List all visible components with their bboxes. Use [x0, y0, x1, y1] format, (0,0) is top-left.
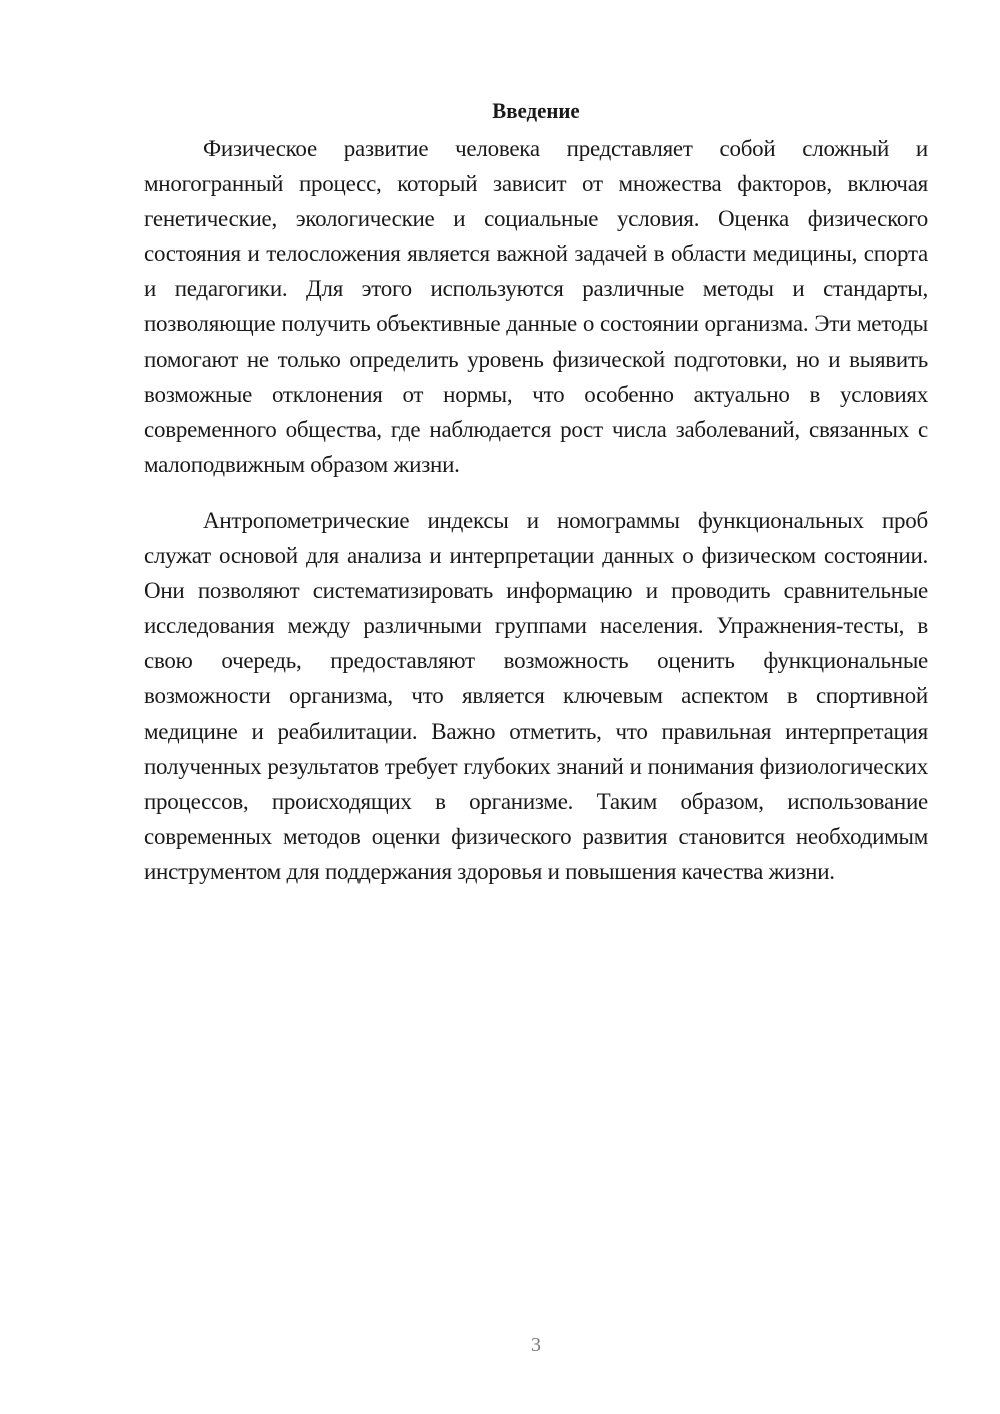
paragraph: Физическое развитие человека представляет собой сложный и многогранный процесс, который зависит от множества факторов, включая генетические, экологические и социальные условия. Оценка физического состояния и телосложения является важной задачей в области медицины, спорта и педагогики. Для этого используются различные методы и стандарты, позволяющие получить объективные данные о состоянии организма. Эти методы помогают не только определить уровень физической подготовки, но и выявить возможные отклонения от нормы, что особенно актуально в условиях современного общества, где наблюдается рост числа заболеваний, связанных с малоподвижным образом жизни. — [144, 136, 928, 477]
page-content — [144, 96, 928, 889]
paragraph: Антропометрические индексы и номограммы функциональных проб служат основой для анализа и интерпретации данных о физическом состоянии. Они позволяют систематизировать информацию и проводить сравнительные исследования между различными группами населения. Упражнения-тесты, в свою очередь, предоставляют возможность оценить функциональные возможности организма, что является ключевым аспектом в спортивной медицине и реабилитации. Важно отметить, что правильная интерпретация полученных результатов требует глубоких знаний и понимания физиологических процессов, происходящих в организме. Таким образом, использование современных методов оценки физического развития становится необходимым инструментом для поддержания здоровья и повышения качества жизни. — [144, 507, 928, 884]
page-number: 3 — [531, 1334, 541, 1356]
section-title: Введение — [492, 98, 580, 123]
